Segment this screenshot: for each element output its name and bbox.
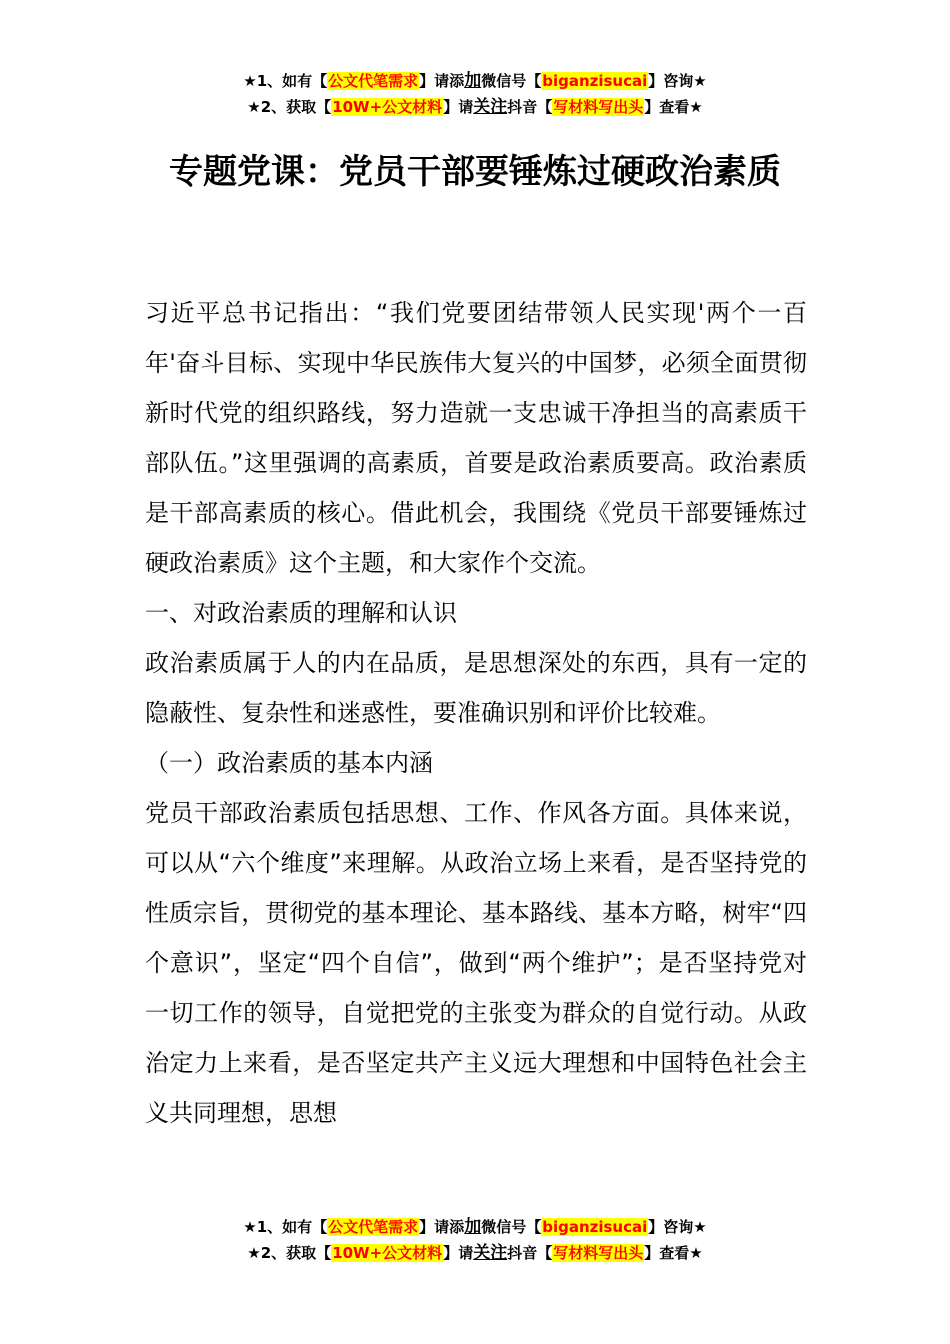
paragraph: 党员干部政治素质包括思想、工作、作风各方面。具体来说，可以从“六个维度”来理解。从政治立场上来看，是否坚持党的性质宗旨，贯彻党的基本理论、基本路线、基本方略，树牢“四个意识”，坚定“四个自信”，做到“两个维护”；是否坚持党对一切工作的领导，自觉把党的主张变为群众的自觉行动。从政治定力上来看，是否坚定共产主义远大理想和中国特色社会主义共同理想，思想: [145, 799, 807, 1127]
promo-text: 】请: [443, 98, 474, 116]
promo-text: 】咨询★: [648, 72, 707, 90]
promo-highlight: 10W+公文材料: [332, 98, 443, 116]
promo-highlight-douyin: 写材料写出头: [553, 1244, 644, 1262]
promo-highlight: 10W+公文材料: [332, 1244, 443, 1262]
promo-highlight: 公文代笔需求: [328, 72, 419, 90]
promo-text: 】查看★: [644, 98, 703, 116]
promo-highlight-douyin: 写材料写出头: [553, 98, 644, 116]
promo-text: ★2、获取【: [247, 98, 332, 116]
promo-line-1: [0, 68, 950, 94]
paragraph-intro: 习近平总书记指出：“我们党要团结带领人民实现'两个一百年'奋斗目标、实现中华民族伟大复兴的中国梦，必须全面贯彻新时代党的组织路线，努力造就一支忠诚干净担当的高素质干部队伍。”这里强调的高素质，首要是政治素质要高。政治素质是干部高素质的核心。借此机会，我围绕《党员干部要锤炼过硬政治素质》这个主题，和大家作个交流。: [145, 299, 807, 577]
promo-text: ★1、如有【: [243, 1218, 328, 1236]
promo-underline: 关注: [473, 1243, 508, 1263]
promo-highlight: 公文代笔需求: [328, 1218, 419, 1236]
promo-line-2: [0, 1240, 950, 1266]
promo-underline: 加: [464, 71, 482, 91]
document-title: 专题党课：党员干部要锤炼过硬政治素质: [169, 152, 781, 192]
document-body: [145, 288, 807, 1138]
promo-text: 抖音【: [507, 98, 553, 116]
promo-text: 抖音【: [507, 1244, 553, 1262]
promo-text: 】请: [443, 1244, 474, 1262]
promo-text: ★1、如有【: [243, 72, 328, 90]
paragraph: 政治素质属于人的内在品质，是思想深处的东西，具有一定的隐蔽性、复杂性和迷惑性，要准确识别和评价比较难。: [145, 649, 807, 727]
promo-text: 】请添: [419, 1218, 465, 1236]
promo-text: 】咨询★: [648, 1218, 707, 1236]
section-heading: 一、对政治素质的理解和认识: [145, 599, 457, 627]
promo-highlight-wechat: biganzisucai: [542, 72, 648, 90]
promo-text: 微信号【: [481, 72, 542, 90]
promo-text: 】请添: [419, 72, 465, 90]
promo-text: ★2、获取【: [247, 1244, 332, 1262]
promo-banner-top: [0, 68, 950, 120]
promo-underline: 加: [464, 1217, 482, 1237]
promo-line-2: [0, 94, 950, 120]
promo-banner-bottom: [0, 1214, 950, 1266]
promo-highlight-wechat: biganzisucai: [542, 1218, 648, 1236]
promo-text: 微信号【: [481, 1218, 542, 1236]
promo-underline: 关注: [473, 97, 508, 117]
promo-text: 】查看★: [644, 1244, 703, 1262]
promo-line-1: [0, 1214, 950, 1240]
subsection-heading: （一）政治素质的基本内涵: [145, 749, 433, 777]
